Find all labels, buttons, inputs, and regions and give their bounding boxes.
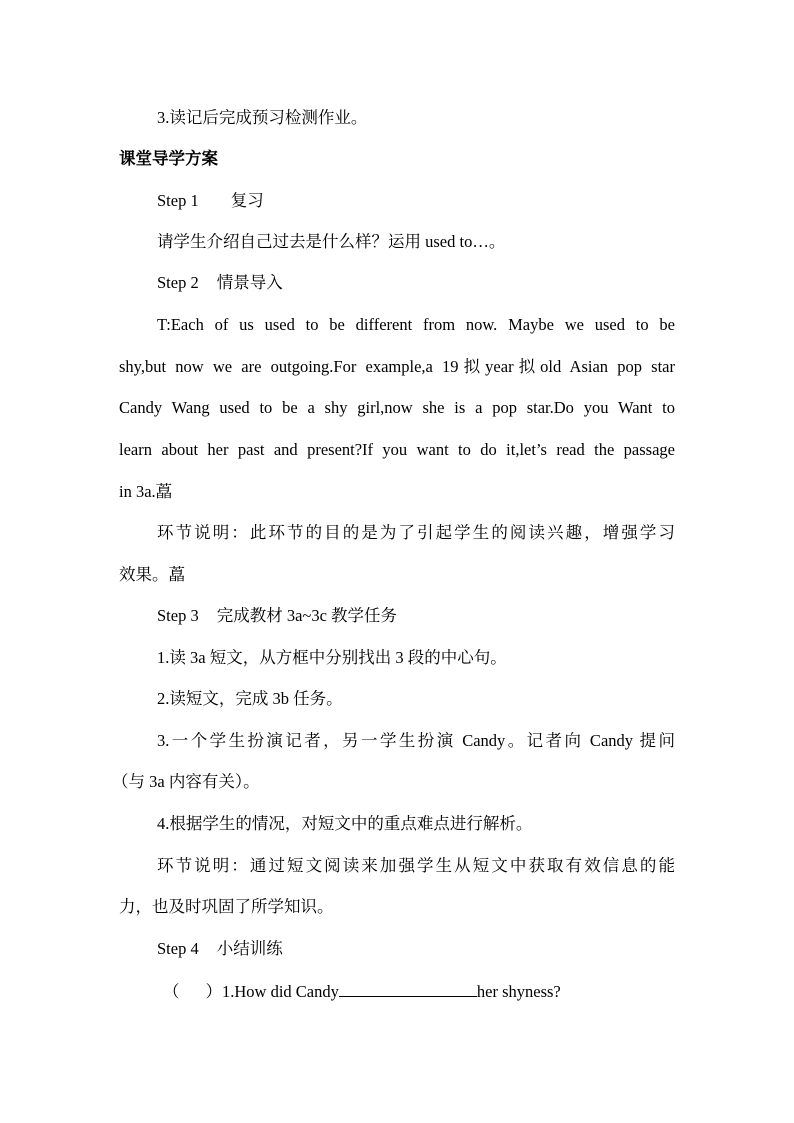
step-2-title: 情景导入 [216, 273, 283, 292]
preview-task-3: 3.读记后完成预习检测作业。 [157, 108, 368, 127]
step-2-heading [157, 272, 283, 294]
step-3-title: 完成教材 3a~3c 教学任务 [216, 606, 398, 625]
step-2-number: Step 2 [157, 273, 199, 292]
question-1 [163, 980, 561, 1003]
task-1: 1.读 3a 短文，从方框中分别找出 3 段的中心句。 [157, 648, 507, 667]
paragraph-line: learn about her past and present?If you want to do it,let’s read the passage [119, 440, 675, 459]
step-1-heading [157, 190, 264, 212]
step-3-heading [157, 605, 397, 627]
section-heading: 课堂导学方案 [119, 149, 218, 168]
note-line: 效果。藠 [119, 565, 185, 584]
task-3-line: 3.一个学生扮演记者，另一学生扮演 Candy。记者向 Candy 提问 [157, 731, 675, 750]
paragraph-line: T:Each of us used to be different from now. Maybe we used to be [157, 315, 675, 334]
note-line: 环节说明：此环节的目的是为了引起学生的阅读兴趣，增强学习 [157, 523, 675, 542]
question-1-text-start: 1.How did Candy [222, 982, 339, 1001]
step-4-heading [157, 938, 283, 960]
step-4-title: 小结训练 [216, 939, 283, 958]
question-1-text-end: her shyness? [476, 982, 561, 1001]
task-4: 4.根据学生的情况，对短文中的重点难点进行解析。 [157, 814, 533, 833]
step-4-number: Step 4 [157, 939, 199, 958]
note-line: 环节说明：通过短文阅读来加强学生从短文中获取有效信息的能 [157, 856, 675, 875]
paragraph-line: in 3a.藠 [119, 482, 173, 501]
answer-paren-open: （ [163, 982, 180, 1001]
paragraph-line: Candy Wang used to be a shy girl,now she is a pop star.Do you Want to [119, 398, 675, 417]
step-1-instruction: 请学生介绍自己过去是什么样？运用 used to…。 [157, 232, 506, 251]
step-1-title: 复习 [230, 191, 264, 210]
paragraph-line: shy,but now we are outgoing.For example,a 19拟year拟old Asian pop star [119, 357, 675, 376]
task-2: 2.读短文，完成 3b 任务。 [157, 689, 343, 708]
step-3-number: Step 3 [157, 606, 199, 625]
step-1-number: Step 1 [157, 191, 199, 210]
answer-blank[interactable] [339, 980, 477, 997]
task-3-line: （与 3a 内容有关）。 [112, 772, 260, 791]
answer-paren-close: ） [205, 982, 222, 1001]
note-line: 力，也及时巩固了所学知识。 [119, 897, 334, 916]
